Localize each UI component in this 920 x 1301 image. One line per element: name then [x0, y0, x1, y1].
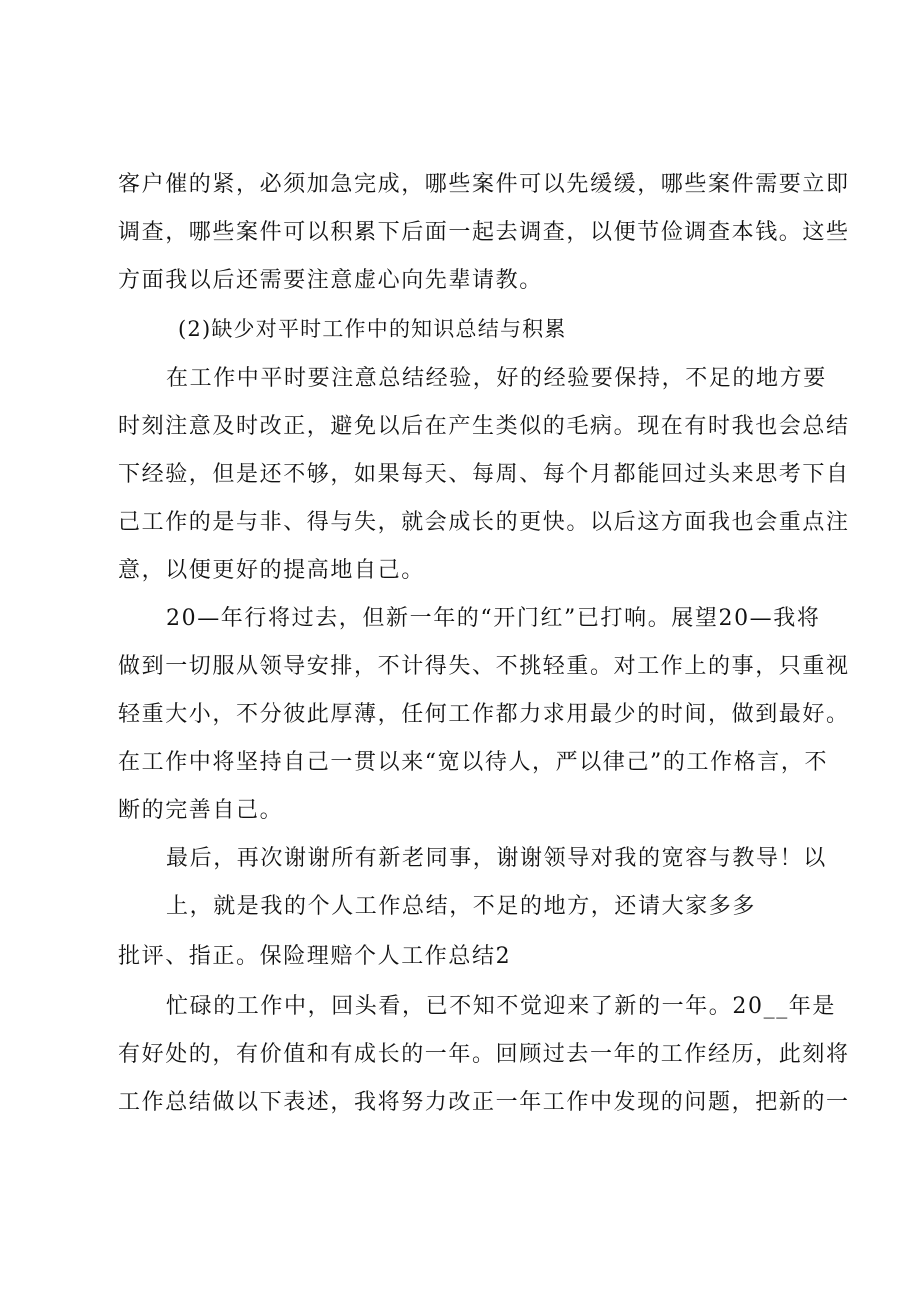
text-line: 最后，再次谢谢所有新老同事，谢谢领导对我的宽容与教导！以: [166, 846, 827, 871]
text-line: 有好处的，有价值和有成长的一年。回顾过去一年的工作经历，此刻将: [118, 1042, 850, 1067]
text-line: 工作总结做以下表述，我将努力改正一年工作中发现的问题，把新的一: [118, 1090, 850, 1115]
text-line: 意，以便更好的提高地自己。: [118, 558, 425, 583]
text-line: 己工作的是与非、得与失，就会成长的更快。以后这方面我也会重点注: [118, 510, 850, 535]
section-heading: (2)缺少对平时工作中的知识总结与积累: [178, 317, 567, 341]
text-line: 下经验，但是还不够，如果每天、每周、每个月都能回过头来思考下自: [118, 462, 850, 487]
text-line: 在工作中将坚持自己一贯以来“宽以待人，严以律己”的工作格言，不: [118, 750, 829, 775]
text-line: 20—年行将过去，但新一年的“开门红”已打响。展望20—我将: [166, 606, 821, 631]
text-line: 在工作中平时要注意总结经验，好的经验要保持，不足的地方要: [166, 366, 827, 391]
text-line: 上，就是我的个人工作总结，不足的地方，还请大家多多: [166, 894, 757, 919]
text-line: 时刻注意及时改正，避免以后在产生类似的毛病。现在有时我也会总结: [118, 414, 850, 439]
text-line: 客户催的紧，必须加急完成，哪些案件可以先缓缓，哪些案件需要立即: [118, 172, 850, 197]
section-title-line: 批评、指正。保险理赔个人工作总结2: [118, 944, 512, 969]
text-line: 做到一切服从领导安排，不计得失、不挑轻重。对工作上的事，只重视: [118, 654, 850, 679]
text-line: 调查，哪些案件可以积累下后面一起去调查，以便节俭调查本钱。这些: [118, 220, 850, 245]
text-line: 方面我以后还需要注意虚心向先辈请教。: [118, 268, 543, 293]
text-line: 断的完善自己。: [118, 798, 284, 823]
text-line: 轻重大小，不分彼此厚薄，任何工作都力求用最少的时间，做到最好。: [118, 702, 850, 727]
text-line: 忙碌的工作中，回头看，已不知不觉迎来了新的一年。20__年是: [166, 994, 836, 1019]
